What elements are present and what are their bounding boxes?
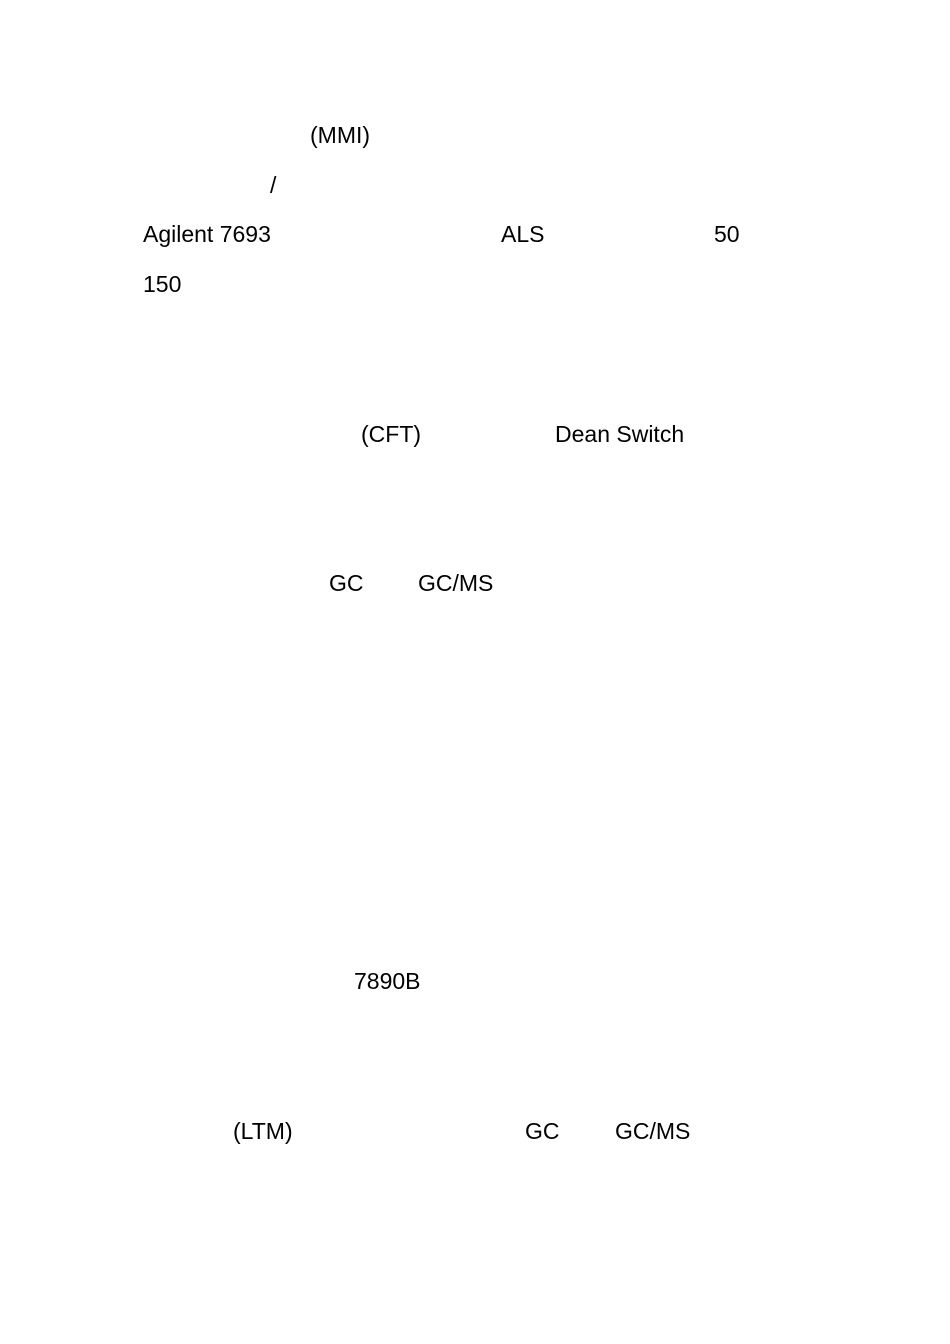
- text-150: 150: [143, 271, 182, 297]
- text-cft: (CFT): [361, 421, 422, 447]
- text-7890b: 7890B: [354, 968, 421, 994]
- text-gc-2: GC: [525, 1118, 560, 1144]
- text-gc: GC: [329, 570, 364, 596]
- text-agilent-7693: Agilent 7693: [143, 221, 271, 247]
- text-mmi: (MMI): [310, 122, 371, 148]
- text-gc-ms: GC/MS: [418, 570, 494, 596]
- text-slash: /: [270, 172, 277, 198]
- text-gc-ms-2: GC/MS: [615, 1118, 691, 1144]
- text-dean-switch: Dean Switch: [555, 421, 685, 447]
- text-ltm: (LTM): [233, 1118, 293, 1144]
- text-50: 50: [714, 221, 740, 247]
- text-als: ALS: [501, 221, 545, 247]
